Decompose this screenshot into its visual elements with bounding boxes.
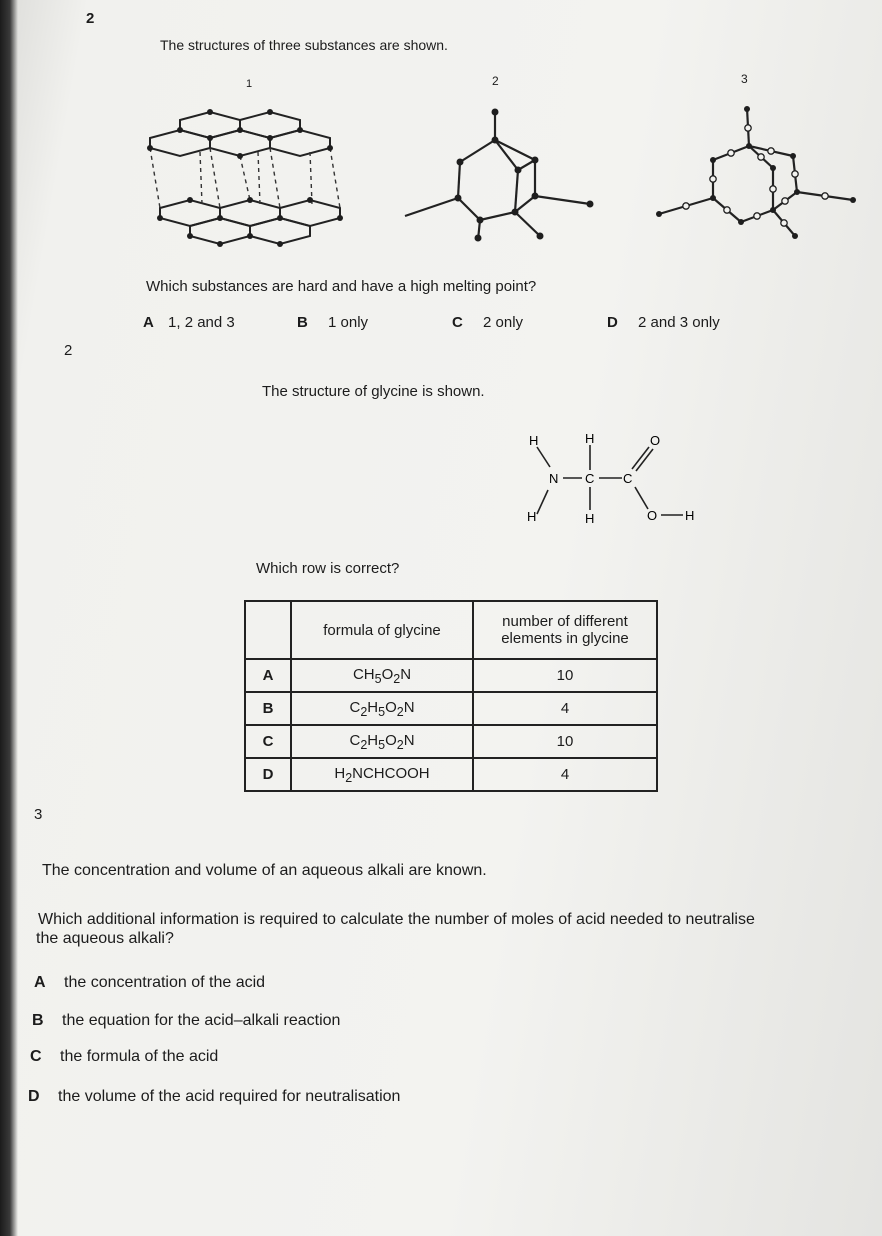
row-b-letter: B [245,692,291,725]
table-header-blank [245,601,291,659]
row-c-formula: $C_2H_5O_2N$ [291,725,473,758]
question-3-stem: The concentration and volume of an aqueous alkali are known. [42,862,487,879]
question-2-prompt: Which row is correct? [256,560,400,577]
glycine-h-atom-3: H [527,509,537,524]
q3-option-d[interactable] [28,1088,400,1106]
question-1-number: 2 [86,10,95,27]
glycine-structure [515,425,715,530]
glycine-c-atom-1: C [585,471,595,486]
q1-option-d-text: 2 and 3 only [638,314,720,331]
q3-option-b-letter: B [32,1012,44,1029]
glycine-answer-table [244,600,658,792]
glycine-h-atom-5: H [685,508,695,523]
structure-3-label: 3 [741,72,748,86]
structure-2-diagram [400,100,595,245]
structure-1-label: 1 [246,78,253,90]
q3-option-c-text: the formula of the acid [60,1048,219,1065]
table-row-d[interactable] [245,758,657,791]
page-edge-shadow [0,0,18,1236]
structure-2-label: 2 [492,74,499,88]
row-c-letter: C [245,725,291,758]
q1-option-c[interactable] [452,314,523,331]
row-b-formula: $C_2H_5O_2N$ [291,692,473,725]
glycine-o-atom-2: O [647,508,658,523]
glycine-h-atom-2: H [585,431,595,446]
row-a-count: 10 [473,659,657,692]
question-2-stem: The structure of glycine is shown. [262,383,485,400]
row-c-count: 10 [473,725,657,758]
structure-1-diagram [140,100,355,250]
q1-option-a-letter: A [143,314,154,331]
question-1-stem: The structures of three substances are shown. [160,37,448,53]
table-header-elements: number of different elements in glycine [473,601,657,659]
table-header-formula: formula of glycine [291,601,473,659]
q1-option-b-text: 1 only [328,314,369,331]
q1-option-c-text: 2 only [483,314,524,331]
glycine-o-atom-1: O [650,433,661,448]
q3-option-c[interactable] [30,1048,218,1066]
q3-option-b[interactable] [32,1012,340,1030]
q1-option-a[interactable] [143,314,235,331]
q3-option-b-text: the equation for the acid–alkali reaction [62,1012,341,1029]
table-header-row [245,601,657,659]
question-1-prompt: Which substances are hard and have a high melting point? [146,278,537,295]
q1-option-d-letter: D [607,314,618,331]
q3-option-c-letter: C [30,1048,42,1065]
question-2-number: 2 [64,342,73,359]
q1-option-d[interactable] [607,314,720,331]
table-row-a[interactable] [245,659,657,692]
q3-option-d-text: the volume of the acid required for neutralisation [58,1088,401,1105]
q1-option-a-text: 1, 2 and 3 [168,314,235,331]
structure-3-diagram [655,98,860,243]
row-d-letter: D [245,758,291,791]
row-b-count: 4 [473,692,657,725]
row-d-formula: $H_2NCHCOOH$ [291,758,473,791]
q3-option-a-letter: A [34,974,46,991]
q3-option-a-text: the concentration of the acid [64,974,266,991]
q1-option-c-letter: C [452,314,463,331]
q3-option-a[interactable] [34,974,265,992]
row-a-letter: A [245,659,291,692]
table-row-c[interactable] [245,725,657,758]
q1-option-b-letter: B [297,314,308,331]
question-3-prompt-line-2: the aqueous alkali? [36,930,174,947]
row-d-count: 4 [473,758,657,791]
q3-option-d-letter: D [28,1088,40,1105]
row-a-formula: $CH_5O_2N$ [291,659,473,692]
glycine-h-atom-4: H [585,511,595,526]
question-3-number: 3 [34,806,43,823]
glycine-n-atom: N [549,471,559,486]
question-3-prompt-line-1: Which additional information is required to calculate the number of moles of acid needed to neutralise [38,911,755,928]
glycine-h-atom-1: H [529,433,539,448]
q1-option-b[interactable] [297,314,368,331]
table-row-b[interactable] [245,692,657,725]
glycine-c-atom-2: C [623,471,633,486]
